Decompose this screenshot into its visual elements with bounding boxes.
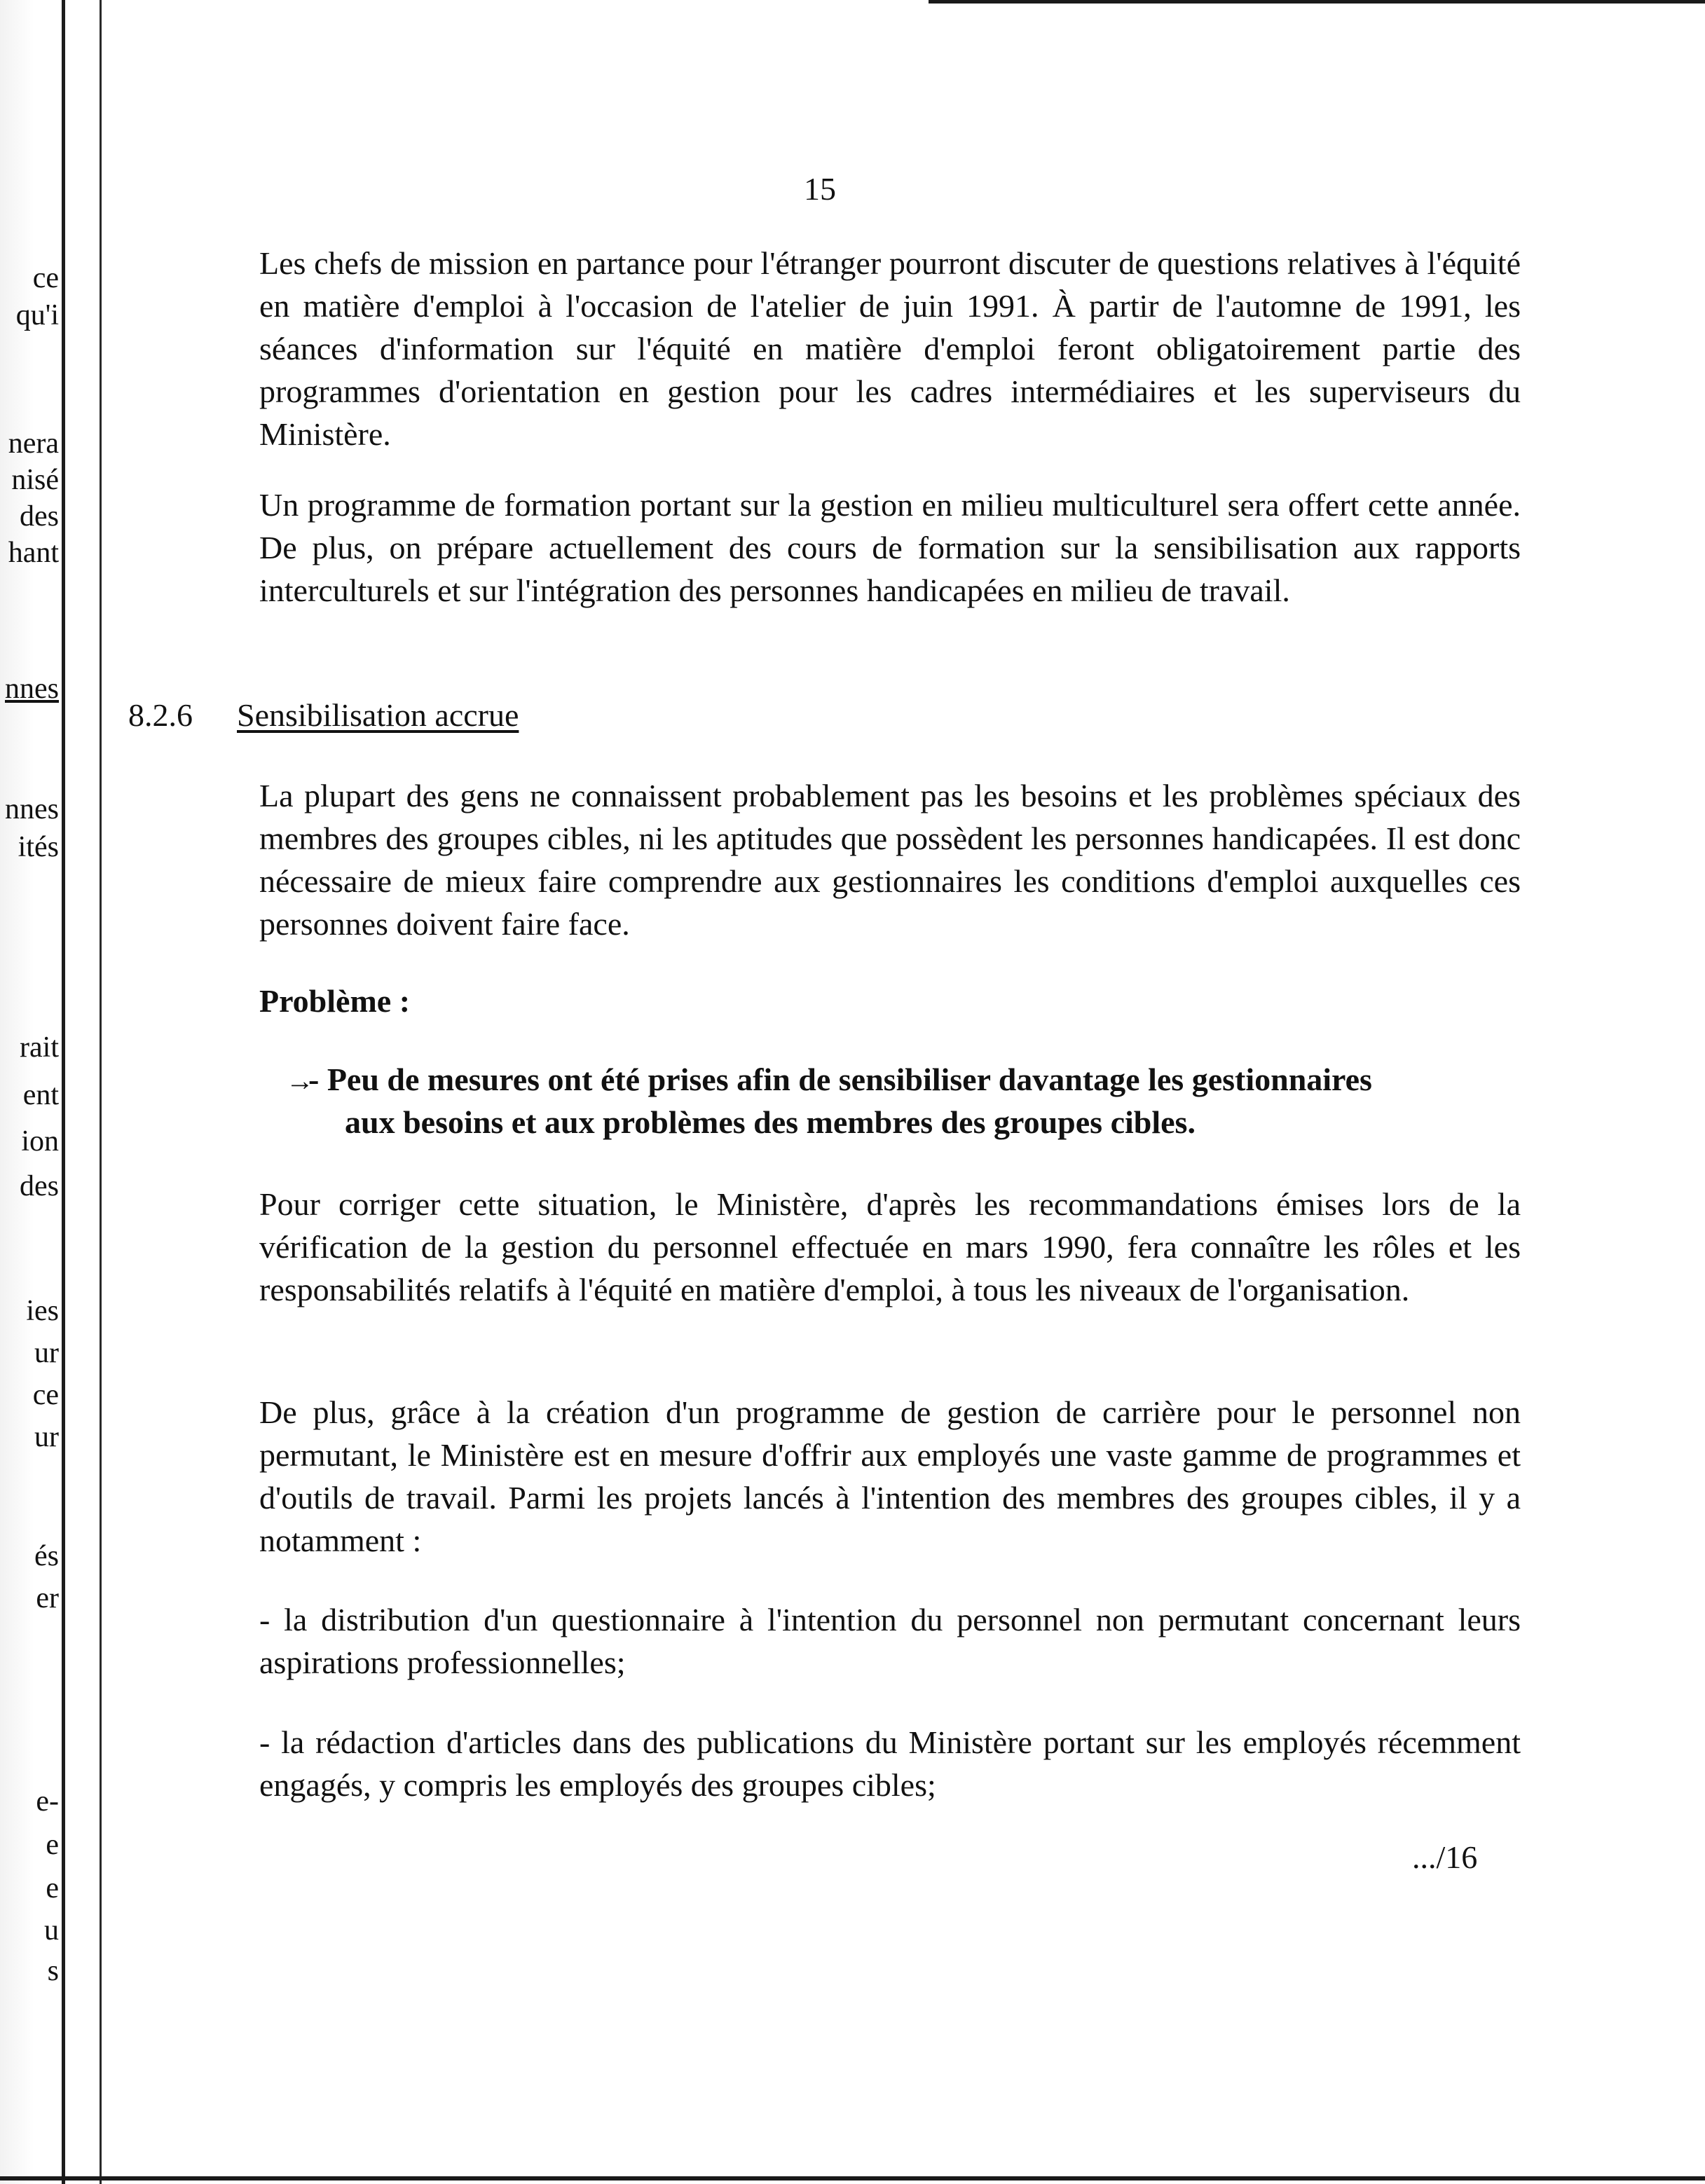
fragment-text: nera — [8, 427, 59, 460]
scan-bottom-edge — [0, 2176, 1705, 2180]
paragraph-heads-of-mission: Les chefs de mission en partance pour l'étranger pourront discuter de questions relatives à l'équité en matière d'emploi à l'occasion de l'atelier de juin 1991. À partir de l'automne de 1991, les séances d'information sur l'équité en matière d'emploi feront obligatoirement partie des programmes d'orientation en gestion pour les cadres intermédiaires et les superviseurs du Ministère. — [259, 245, 1521, 452]
fragment-text: ion — [21, 1125, 59, 1158]
fragment-text: e — [46, 1829, 59, 1861]
problem-statement — [286, 1058, 1521, 1143]
fragment-text: rait — [20, 1031, 59, 1064]
fragment-text: nnes — [5, 673, 59, 705]
fragment-text: ur — [34, 1421, 59, 1453]
problem-label: Problème : — [259, 983, 411, 1019]
fragment-text: ies — [26, 1295, 59, 1327]
arrow-right-icon: → — [286, 1065, 314, 1097]
section-title: Sensibilisation accrue — [237, 697, 519, 733]
adjacent-page-fragments — [0, 0, 62, 2184]
fragment-text: e — [46, 1872, 59, 1904]
fragment-text: ités — [18, 831, 59, 863]
fragment-text: des — [20, 500, 59, 533]
fragment-text: ent — [22, 1079, 59, 1111]
paragraph-corrective-action: Pour corriger cette situation, le Ministère, d'après les recommandations émises lors de la vérification de la gestion du personnel effectuée en mars 1990, fera connaître les rôles et les responsabilités relatifs à l'équité en matière d'emploi, à tous les niveaux de l'organisation. — [259, 1186, 1521, 1307]
paragraph-career-program: De plus, grâce à la création d'un programme de gestion de carrière pour le personnel non permutant, le Ministère est en mesure d'offrir aux employés une vaste gamme de programmes et d'outils de travail. Parmi les projets lancés à l'intention des membres des groupes cibles, il y a notamment : — [259, 1394, 1521, 1558]
section-heading — [128, 694, 519, 736]
fragment-text: ur — [34, 1337, 59, 1369]
fragment-text: s — [47, 1955, 59, 1987]
list-item-articles: - la rédaction d'articles dans des publications du Ministère portant sur les employés récemment engagés, y compris les employés des groupes cibles; — [259, 1724, 1521, 1803]
fragment-text: er — [36, 1582, 59, 1614]
fragment-text: u — [44, 1914, 59, 1946]
fragment-text: és — [34, 1540, 59, 1572]
fragment-text: hant — [8, 537, 59, 569]
fragment-text: qu'i — [15, 299, 59, 331]
binder-edge-line-inner — [100, 0, 102, 2184]
fragment-text: nnes — [5, 793, 59, 825]
fragment-text: ce — [32, 1379, 59, 1411]
paragraph-section-intro: La plupart des gens ne connaissent probablement pas les besoins et les problèmes spéciaux des membres des groupes cibles, ni les aptitudes que possèdent les personnes handicapées. Il est donc nécessaire de mieux faire comprendre aux gestionnaires les conditions d'emploi auxquelles ces personnes doivent faire face. — [259, 778, 1521, 942]
fragment-text: ce — [32, 262, 59, 294]
binder-edge-line — [62, 0, 65, 2184]
scan-top-edge — [929, 0, 1705, 4]
problem-line-2: aux besoins et aux problèmes des membres des groupes cibles. — [345, 1104, 1196, 1140]
page-number: 15 — [804, 171, 836, 207]
fragment-text: e- — [36, 1785, 59, 1818]
continued-marker: .../16 — [1412, 1839, 1478, 1875]
fragment-text: des — [20, 1170, 59, 1202]
fragment-text: nisé — [11, 464, 59, 496]
problem-line-1: - Peu de mesures ont été prises afin de sensibiliser davantage les gestionnaires — [308, 1062, 1372, 1097]
list-item-questionnaire: - la distribution d'un questionnaire à l'intention du personnel non permutant concernant leurs aspirations professionnelles; — [259, 1602, 1521, 1680]
section-number: 8.2.6 — [128, 697, 193, 733]
paragraph-training-program: Un programme de formation portant sur la gestion en milieu multiculturel sera offert cette année. De plus, on prépare actuellement des cours de formation sur la sensibilisation aux rapports interculturels et sur l'intégration des personnes handicapées en milieu de travail. — [259, 487, 1521, 608]
